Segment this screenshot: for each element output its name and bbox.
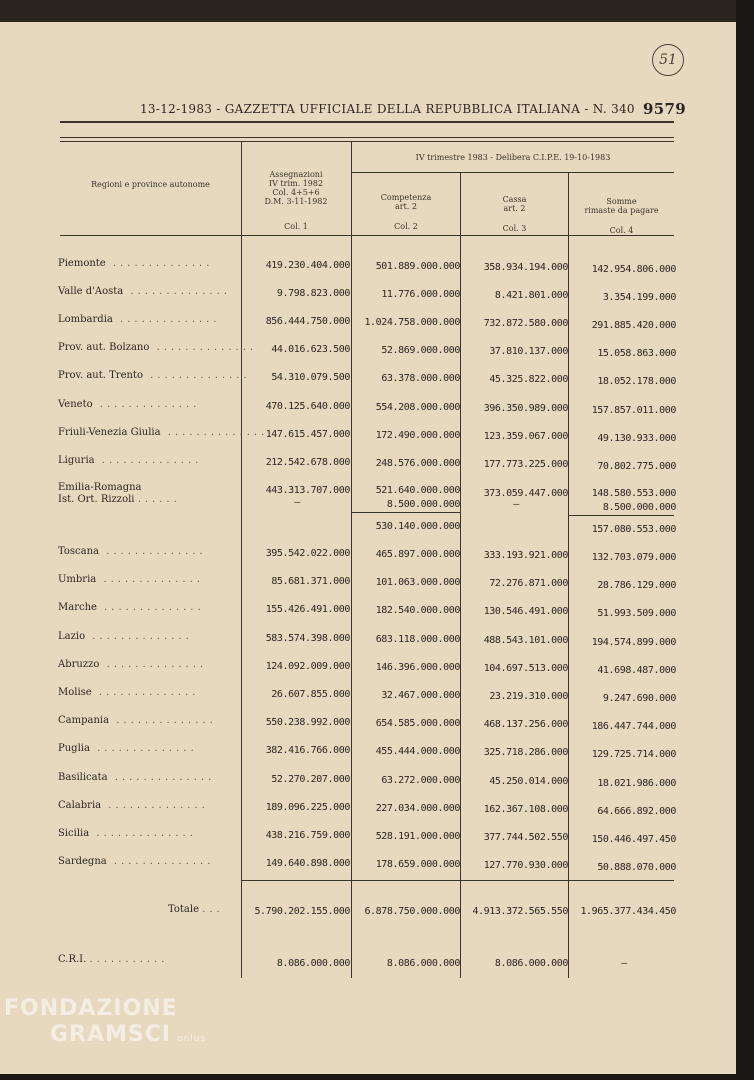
totale-col4: 1.965.377.434.450 [580,906,676,917]
cell-col1: 550.238.992.000 [265,717,350,729]
cell-col2: 455.444.000.000 [375,746,460,758]
cell-col1: 212.542.678.000 [265,456,350,468]
emilia-sum-col4: 157.080.553.000 [591,524,676,535]
col2-number: Col. 2 [394,222,418,231]
rizzoli-col3: — [513,499,519,510]
region-row-label: Toscana .............. [58,546,207,557]
cell-col3: 358.934.194.000 [483,262,568,273]
cell-col1: 438.216.759.000 [265,830,350,841]
cell-col2: 501.889.000.000 [375,261,460,272]
folio-mark: 51 [652,44,684,76]
cell-col2: 52.869.000.000 [381,345,460,357]
cell-col4: 18.021.986.000 [597,777,676,789]
region-name: Emilia-Romagna [58,482,142,493]
cell-col1: 26.607.855.000 [271,689,350,700]
cell-col1: 382.416.766.000 [265,745,350,757]
gazette-header-title: 13-12-1983 - GAZZETTA UFFICIALE DELLA REPUBBLICA ITALIANA - N. 340 [140,102,635,116]
cell-col4: 51.993.509.000 [597,608,676,620]
cell-col2: 146.396.000.000 [375,661,460,673]
region-row-label: Sardegna .............. [58,856,215,868]
region-row-label: Veneto .............. [58,398,201,410]
rizzoli-col2: 8.500.000.000 [386,499,460,510]
cell-col1: 155.426.491.000 [265,604,350,616]
cell-col2: 11.776.000.000 [381,289,460,301]
region-name: Prov. aut. Bolzano [58,342,150,354]
cell-col3: 396.350.989.000 [483,402,568,414]
cell-col4: 3.354.199.000 [602,292,676,304]
cell-col4: 291.885.420.000 [591,320,676,332]
region-name: Prov. aut. Trento [58,370,143,382]
col3-number: Col. 3 [502,224,527,233]
cell-col1: 85.681.371.000 [271,576,350,588]
cell-col1: 52.270.207.000 [271,773,350,785]
region-row-label: Lazio .............. [58,630,193,642]
region-row-label: Prov. aut. Bolzano .............. [58,342,258,354]
region-row-label: Puglia .............. [58,743,198,755]
emilia-col1: 443.313.707.000 [265,485,350,496]
region-row-label: Campania .............. [58,715,217,727]
cell-col2: 1.024.758.000.000 [364,317,460,329]
cell-col3: 45.250.014.000 [489,775,568,787]
cell-col3: 732.872.580.000 [483,318,568,330]
col3-header: Cassa art. 2 [502,195,527,213]
cell-col3: 37.810.137.000 [489,346,568,358]
cell-col3: 177.773.225.000 [483,458,568,470]
cell-col2: 32.467.000.000 [381,690,460,701]
region-row-label: Umbria .............. [58,574,204,586]
scan-top-edge [0,0,736,22]
cell-col2: 63.378.000.000 [381,373,460,385]
region-name: Campania [58,715,110,727]
cell-col2: 172.490.000.000 [375,429,460,441]
cell-col4: 157.857.011.000 [591,404,676,416]
cell-col3: 23.219.310.000 [489,691,568,702]
cell-col3: 325.718.286.000 [483,747,568,759]
cell-col4: 50.888.070.000 [597,862,676,874]
cell-col1: 583.574.398.000 [265,632,350,644]
table-top-rule-2 [60,141,674,142]
subtotal-rule-col4 [569,515,674,516]
region-row-label: Molise .............. [58,687,200,698]
regions-header: Regioni e province autonome [91,180,210,189]
col-divider-2 [351,141,352,978]
region-row-label: Lombardia .............. [58,314,221,326]
cell-col1: 44.016.623.500 [271,344,350,356]
emilia-col2: 521.640.000.000 [375,485,460,496]
cell-col3: 104.697.513.000 [483,662,568,674]
cell-col4: 194.574.899.000 [591,636,676,648]
group-header: IV trimestre 1983 - Delibera C.I.P.E. 19-10-1983 [415,153,611,162]
totale-col1: 5.790.202.155.000 [254,906,350,917]
cell-col3: 162.367.108.000 [483,803,568,815]
cell-col4: 142.954.806.000 [591,264,676,275]
region-row-label: Basilicata .............. [58,771,216,783]
region-name: Friuli-Venezia Giulia [58,426,161,438]
cell-col3: 468.137.256.000 [483,719,568,731]
cri-label: C.R.I. ........... [58,954,169,965]
region-name: Piemonte [58,258,106,269]
cell-col1: 124.092.009.000 [265,660,350,672]
emilia-sum-col2: 530.140.000.000 [375,521,460,532]
region-name: Liguria [58,454,95,466]
group-rule [352,172,674,173]
region-row-label: Marche .............. [58,602,205,614]
totale-col3: 4.913.372.565.550 [472,906,568,917]
col4-number: Col. 4 [609,226,634,235]
cell-col1: 9.798.823.000 [276,288,350,300]
col1-number: Col. 1 [284,222,308,231]
region-name: Umbria [58,574,97,586]
cell-col3: 123.359.067.000 [483,430,568,442]
totale-col2: 6.878.750.000.000 [364,906,460,917]
cell-col4: 28.786.129.000 [597,580,676,592]
table-top-rule [60,137,674,138]
cell-col3: 377.744.502.550 [483,832,568,843]
col1-header: Assegnazioni IV trim. 1982 Col. 4+5+6 D.M. 3-11-1982 [264,170,328,206]
cell-col1: 470.125.640.000 [265,400,350,412]
cri-col2: 8.086.000.000 [386,958,460,969]
totale-label: Totale ... [168,904,224,915]
cell-col3: 127.770.930.000 [483,860,568,872]
cell-col2: 465.897.000.000 [375,549,460,560]
cell-col4: 70.802.775.000 [597,460,676,472]
cell-col1: 149.640.898.000 [265,858,350,870]
cell-col4: 186.447.744.000 [591,721,676,733]
cell-col2: 63.272.000.000 [381,774,460,786]
col-divider-4 [568,172,569,978]
cell-col4: 129.725.714.000 [591,749,676,761]
cri-col1: 8.086.000.000 [276,958,350,969]
subtotal-rule-col2 [352,512,460,513]
emilia-col4: 148.580.553.000 [591,488,676,499]
cri-col3: 8.086.000.000 [494,958,568,969]
gazette-page-number: 9579 [643,100,686,118]
region-name: Basilicata [58,771,108,783]
cell-col2: 227.034.000.000 [375,802,460,814]
cell-col2: 528.191.000.000 [375,831,460,842]
region-name: Valle d'Aosta [58,286,124,298]
cell-col2: 182.540.000.000 [375,605,460,617]
rizzoli-col4: 8.500.000.000 [602,502,676,513]
region-row-label: Sicilia .............. [58,828,197,839]
cell-col3: 488.543.101.000 [483,634,568,646]
region-name: Lombardia [58,314,113,326]
region-row-label: Liguria .............. [58,454,203,466]
region-row-label: Calabria .............. [58,799,209,811]
cell-col4: 49.130.933.000 [597,432,676,444]
cell-col2: 178.659.000.000 [375,859,460,871]
fondazione-gramsci-watermark: FONDAZIONE GRAMSCI onlus [4,996,207,1047]
cell-col3: 72.276.871.000 [489,578,568,590]
cell-col3: 333.193.921.000 [483,550,568,561]
region-name: Calabria [58,799,102,811]
cell-col4: 9.247.690.000 [602,693,676,704]
region-name: Puglia [58,743,90,755]
cell-col2: 683.118.000.000 [375,633,460,645]
region-row-label: Valle d'Aosta .............. [58,286,231,298]
region-name: Veneto [58,398,93,410]
cell-col2: 554.208.000.000 [375,401,460,413]
cell-col4: 150.446.497.450 [591,834,676,845]
rizzoli-col1: — [294,497,300,508]
region-name: Lazio [58,630,86,642]
cell-col1: 419.230.404.000 [265,260,350,271]
cri-col4: — [621,958,627,969]
header-bottom-rule [60,235,674,236]
region-name: Toscana [58,546,100,557]
cell-col1: 856.444.750.000 [265,316,350,328]
cell-col1: 54.310.079.500 [271,372,350,384]
emilia-col3: 373.059.447.000 [483,488,568,499]
region-name: Sicilia [58,828,90,839]
region-row-label: Prov. aut. Trento .............. [58,370,251,382]
cell-col2: 248.576.000.000 [375,457,460,469]
cell-col1: 189.096.225.000 [265,801,350,813]
cell-col2: 654.585.000.000 [375,718,460,730]
cell-col4: 41.698.487.000 [597,664,676,676]
region-row-label: Abruzzo .............. [58,658,208,670]
region-name: Marche [58,602,97,614]
region-row-label: Friuli-Venezia Giulia .............. [58,426,269,438]
cell-col2: 101.063.000.000 [375,577,460,589]
region-name: Sardegna [58,856,107,868]
cell-col3: 130.546.491.000 [483,606,568,618]
cell-col4: 15.058.863.000 [597,348,676,360]
col4-header: Somme rimaste da pagare [584,197,659,215]
cell-col4: 132.703.079.000 [591,552,676,563]
cell-col4: 64.666.892.000 [597,805,676,817]
header-rule [60,121,674,123]
totale-rule [242,880,674,881]
col-divider-1 [241,141,242,978]
cell-col1: 395.542.022.000 [265,548,350,559]
subentry-name: Ist. Ort. Rizzoli ...... [58,494,181,505]
cell-col1: 147.615.457.000 [265,428,350,440]
cell-col4: 18.052.178.000 [597,376,676,388]
cell-col3: 8.421.801.000 [494,290,568,302]
col2-header: Competenza art. 2 [380,193,432,211]
region-name: Abruzzo [58,658,100,670]
region-name: Molise [58,687,92,698]
col-divider-3 [460,172,461,978]
region-row-label: Piemonte .............. [58,258,214,269]
cell-col3: 45.325.822.000 [489,374,568,386]
